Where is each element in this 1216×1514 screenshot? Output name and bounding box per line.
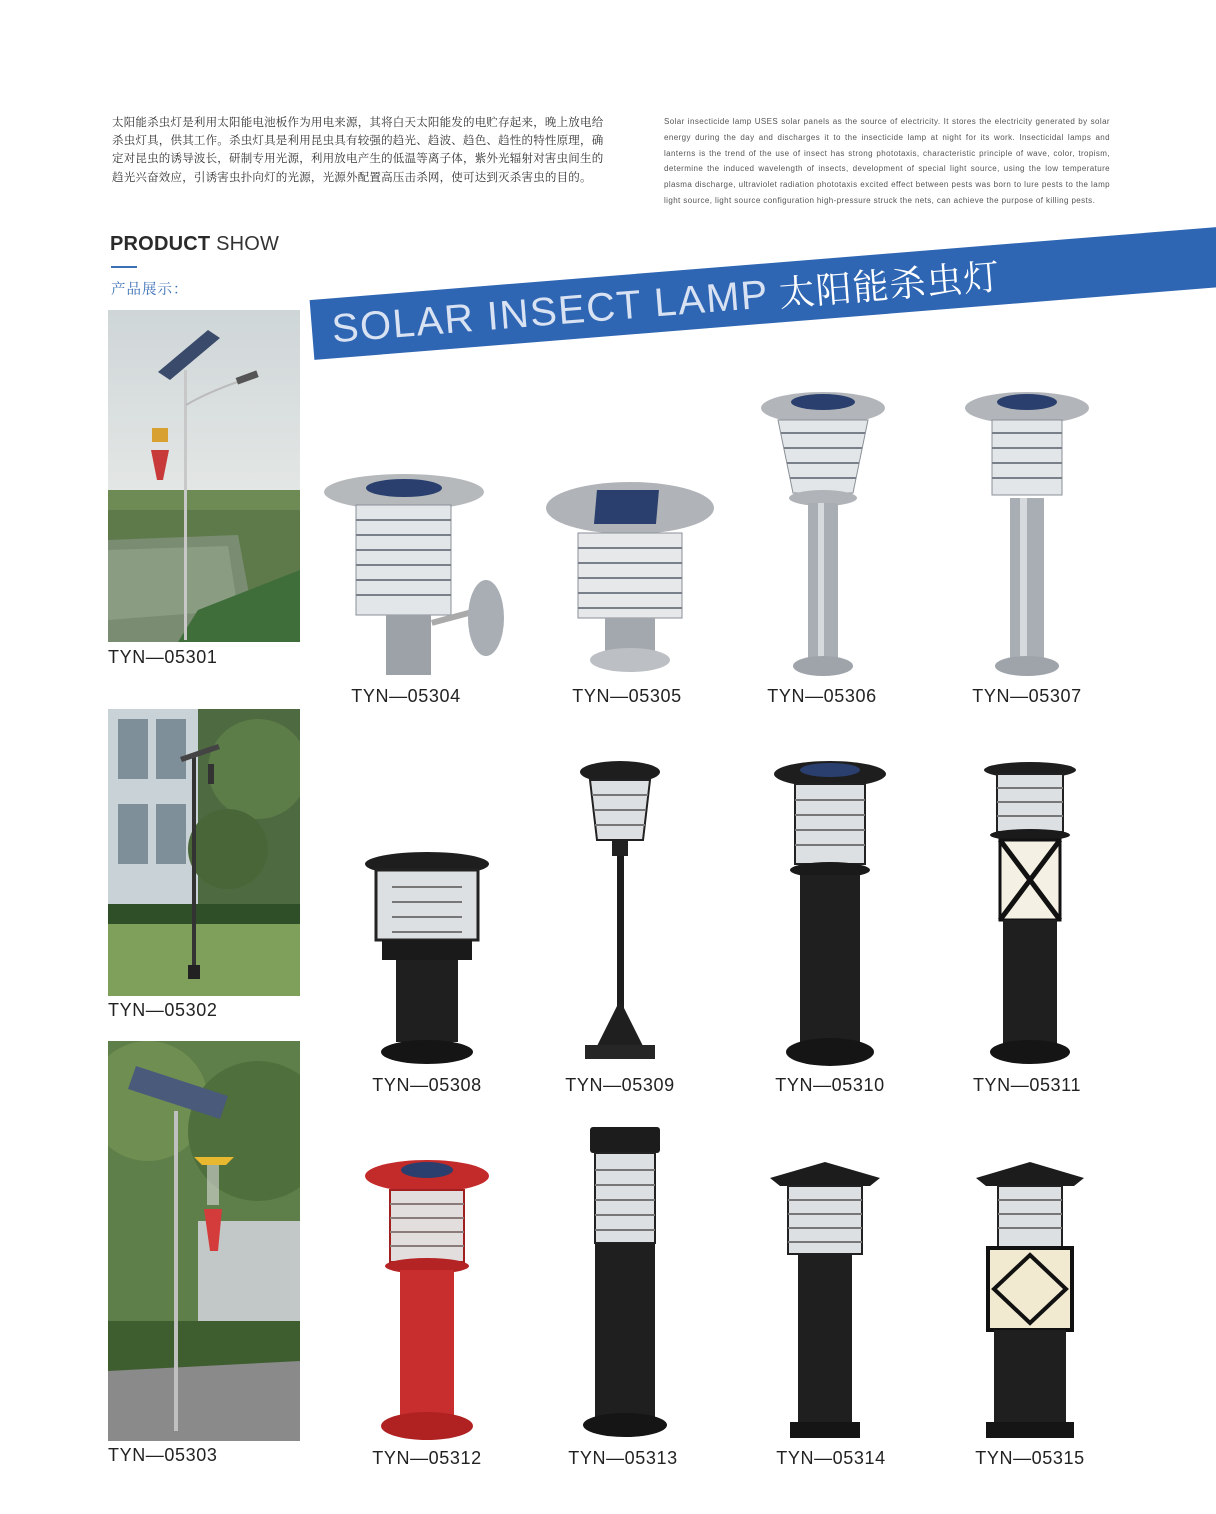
product-label-05315: TYN—05315 — [975, 1448, 1085, 1468]
product-label-05309: TYN—05309 — [565, 1075, 675, 1095]
product-image-05308 — [362, 852, 492, 1067]
product-show-title-bold: PRODUCT — [110, 233, 211, 255]
product-show-subtitle: 产品展示： — [111, 282, 189, 298]
product-label-05308: TYN—05308 — [372, 1075, 482, 1095]
product-image-05307 — [962, 388, 1092, 680]
photo-05303 — [108, 1041, 300, 1441]
title-underline — [111, 266, 137, 268]
product-label-05304: TYN—05304 — [351, 686, 461, 706]
product-image-05311 — [975, 760, 1085, 1070]
product-image-05309 — [575, 760, 665, 1065]
intro-english: Solar insecticide lamp USES solar panels as the source of electricity. It stores the electricity generated by solar energy during the day and discharges it to the insecticide lamp at night for its work. Insecticidal lamps and lanterns is the trend of the use of insect has strong phototaxis, characteristic principle of wave, color, tropism, determine the induced wavelength of insects, development of special light source, using the low temperature plasma discharge, ultraviolet radiation phototaxis excited effect between pests was born to lure pests to the lamp light source, light source configuration high-pressure struck the nets, can achieve the purpose of killing pests. — [664, 117, 1110, 205]
photo-05302 — [108, 709, 300, 996]
product-image-05313 — [575, 1125, 675, 1445]
product-image-05312 — [362, 1158, 492, 1443]
product-show-title-light: SHOW — [216, 233, 280, 255]
photo-label-05303: TYN—05303 — [108, 1445, 218, 1465]
intro-chinese: 太阳能杀虫灯是利用太阳能电池板作为用电来源，其将白天太阳能发的电贮存起来，晚上放电给杀虫灯具，供其工作。杀虫灯具是利用昆虫具有较强的趋光、趋波、趋色、趋性的特性原理，确定对昆虫的诱导波长，研制专用光源，利用放电产生的低温等离子体，紫外光辐射对害虫间生的趋光兴奋效应，引诱害虫扑向灯的光源，光源外配置高压击杀网，使可达到灭杀害虫的目的。 — [112, 117, 604, 184]
product-label-05306: TYN—05306 — [767, 686, 877, 706]
product-label-05307: TYN—05307 — [972, 686, 1082, 706]
product-label-05310: TYN—05310 — [775, 1075, 885, 1095]
product-label-05314: TYN—05314 — [776, 1448, 886, 1468]
product-image-05305 — [540, 478, 720, 678]
product-image-05315 — [970, 1160, 1090, 1445]
product-image-05306 — [758, 388, 888, 680]
category-banner — [310, 226, 1216, 360]
photo-label-05302: TYN—05302 — [108, 1000, 218, 1020]
product-label-05313: TYN—05313 — [568, 1448, 678, 1468]
photo-05301 — [108, 310, 300, 642]
photo-label-05301: TYN—05301 — [108, 647, 218, 667]
banner-chinese: 太阳能杀虫灯 — [777, 255, 1002, 315]
product-label-05311: TYN—05311 — [972, 1075, 1082, 1095]
banner-english: SOLAR INSECT LAMP — [330, 272, 771, 352]
product-image-05314 — [760, 1160, 890, 1445]
product-label-05312: TYN—05312 — [372, 1448, 482, 1468]
product-image-05304 — [316, 470, 516, 680]
product-image-05310 — [770, 760, 890, 1070]
product-show-title — [110, 233, 279, 256]
product-label-05305: TYN—05305 — [572, 686, 682, 706]
